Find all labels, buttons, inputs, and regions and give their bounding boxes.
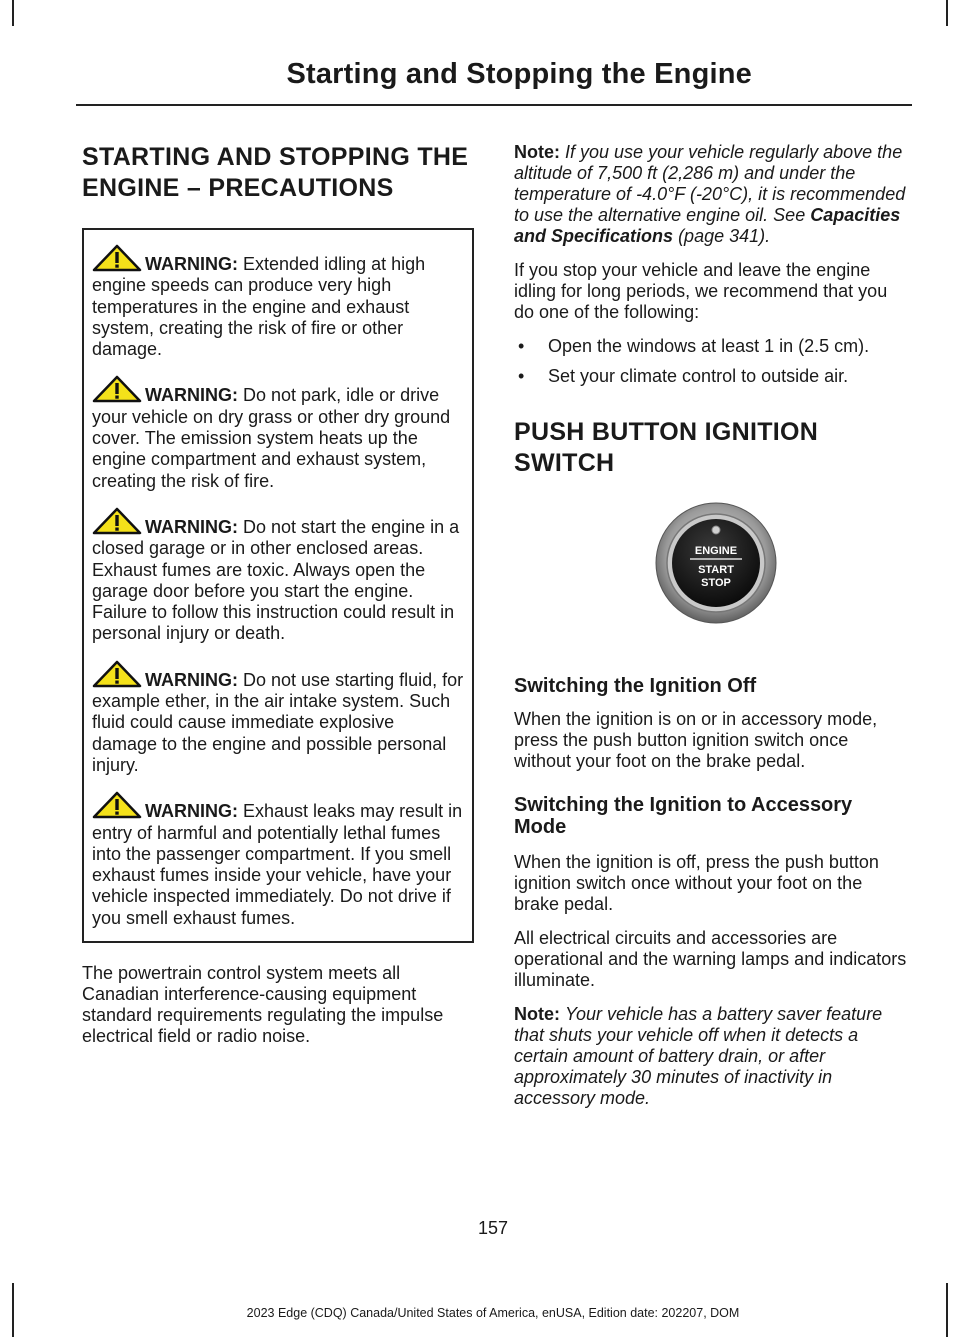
accessory-mode-paragraph-1: When the ignition is off, press the push button ignition switch once without your foot on the brake pedal. [514, 852, 879, 914]
ignition-off-paragraph: When the ignition is on or in accessory mode, press the push button ignition switch once without your foot on the brake pedal. [514, 709, 878, 771]
powertrain-paragraph: The powertrain control system meets all Canadian interference-causing equipment standard requirements regulating the impulse electrical field or radio noise. [82, 963, 444, 1047]
warning-triangle-icon [92, 244, 142, 272]
warning-item [92, 791, 464, 929]
warning-text: Do not start the engine in a closed garage or in other enclosed areas. Exhaust fumes are toxic. Always open the garage door before you start the engine. Failure to follow this instruction could result in personal injury or death. [92, 516, 460, 644]
warning-item [92, 660, 464, 776]
warning-text: Do not use starting fluid, for example ether, in the air intake system. Such fluid could cause immediate explosive damage to the engine and possible personal injury. [92, 669, 464, 775]
engine-start-stop-button-icon [654, 501, 778, 625]
page-number: 157 [477, 1218, 509, 1238]
note-label: Note: [514, 142, 560, 162]
warning-box [82, 228, 474, 943]
note-text: If you use your vehicle regularly above the altitude of 7,500 ft (2,286 m) and under the temperature of -4.0°F (-20°C), it is recommended to use the alternative engine oil. See [514, 142, 906, 225]
left-column [82, 142, 474, 1060]
button-label-engine: ENGINE [694, 545, 738, 557]
link-capacities-specifications[interactable]: Capacities and Specifications [514, 205, 901, 246]
warning-label: WARNING: [145, 669, 238, 690]
warning-triangle-icon [92, 660, 142, 688]
warning-triangle-icon [92, 507, 142, 535]
warning-label: WARNING: [145, 385, 238, 406]
note-text: Your vehicle has a battery saver feature that shuts your vehicle off when it detects a certain amount of battery drain, or after approximately 30 minutes of inactivity in accessory mode. [514, 1004, 883, 1108]
idle-recommendations-list [514, 336, 908, 387]
warning-item [92, 507, 464, 645]
crop-mark [12, 0, 14, 26]
idle-intro-paragraph: If you stop your vehicle and leave the engine idling for long periods, we recommend that you do one of the following: [514, 260, 888, 322]
header-rule [76, 104, 912, 106]
subheading-accessory-mode: Switching the Ignition to Accessory Mode [514, 794, 853, 838]
list-item: • Open the windows at least 1 in (2.5 cm). [514, 336, 908, 357]
warning-text: Exhaust leaks may result in entry of harmful and potentially lethal fumes into the passenger compartment. If you smell exhaust fumes inside your vehicle, have your vehicle inspected immediately. Do not drive if you smell exhaust fumes. [92, 801, 463, 928]
warning-label: WARNING: [145, 254, 238, 274]
warning-label: WARNING: [145, 801, 238, 822]
warning-triangle-icon [92, 791, 142, 819]
note-altitude [514, 142, 908, 247]
subheading-ignition-off: Switching the Ignition Off [514, 675, 757, 697]
warning-text: Extended idling at high engine speeds can produce very high temperatures in the engine and exhaust system, creating the risk of fire or other damage. [92, 254, 426, 360]
warning-triangle-icon [92, 375, 142, 403]
warning-item [92, 244, 464, 360]
warning-item [92, 375, 464, 491]
right-column [514, 142, 908, 1122]
section-title-precautions: STARTING AND STOPPING THE ENGINE – PRECAUTIONS [82, 143, 469, 202]
list-item: • Set your climate control to outside air. [514, 366, 908, 387]
button-label-start: START [698, 564, 734, 576]
warning-label: WARNING: [145, 516, 238, 537]
section-title-push-button: PUSH BUTTON IGNITION SWITCH [514, 418, 819, 477]
warning-text: Do not park, idle or drive your vehicle on dry grass or other dry ground cover. The emission system heats up the engine compartment and exhaust system, creating the risk of fire. [92, 385, 451, 491]
accessory-mode-paragraph-2: All electrical circuits and accessories are operational and the warning lamps and indicators illuminate. [514, 928, 907, 990]
button-label-stop: STOP [701, 577, 731, 589]
note-label: Note: [514, 1004, 560, 1024]
page-reference: (page 341). [678, 226, 771, 246]
page-header-title: Starting and Stopping the Engine [286, 58, 752, 90]
push-button-figure [514, 479, 908, 639]
footer-edition: 2023 Edge (CDQ) Canada/United States of America, enUSA, Edition date: 202207, DOM [246, 1306, 740, 1320]
note-battery-saver [514, 1004, 908, 1109]
crop-mark [946, 0, 948, 26]
